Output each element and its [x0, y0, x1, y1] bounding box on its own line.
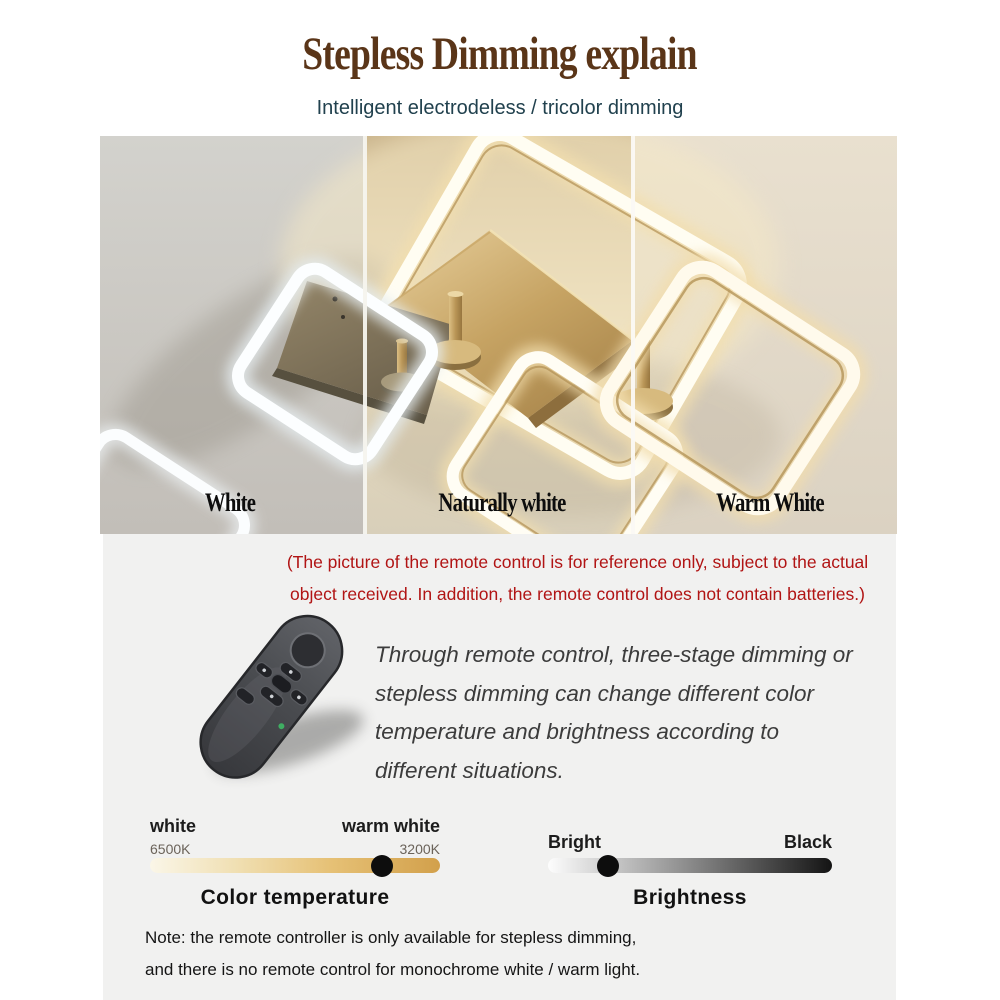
photo-divider-right: [631, 136, 635, 534]
temp-left-value: 6500K: [150, 841, 191, 857]
info-panel: [103, 534, 896, 1000]
brightness-slider: [548, 816, 832, 916]
color-temperature-slider: [150, 816, 440, 916]
note-line-1: Note: the remote controller is only available for stepless dimming,: [145, 928, 637, 947]
remote-control-icon: [177, 610, 377, 790]
color-temperature-track: [150, 858, 440, 873]
mode-label-warm-white: Warm White: [716, 488, 824, 517]
page-subtitle: Intelligent electrodeless / tricolor dimming: [316, 97, 684, 119]
color-temperature-knob: [371, 855, 393, 877]
page-title-text: Stepless Dimming explain: [302, 28, 698, 80]
brightness-right-label: Black: [783, 832, 832, 852]
brightness-knob: [597, 855, 619, 877]
description-paragraph: [375, 636, 905, 790]
temp-right-label: warm white: [341, 816, 440, 836]
temp-left-label: white: [150, 816, 197, 836]
mode-label-naturally-white: Naturally white: [438, 488, 566, 517]
note-line-2: and there is no remote control for monochrome white / warm light.: [145, 960, 641, 979]
remote-disclaimer: [255, 546, 900, 610]
temp-right-value: 3200K: [399, 841, 440, 857]
lamp-illustration: [100, 136, 897, 534]
mode-label-white: White: [204, 488, 256, 517]
page-title: [0, 28, 1000, 80]
disclaimer-line-2: object received. In addition, the remote control does not contain batteries.): [290, 584, 865, 604]
remote-control-image: [177, 610, 377, 790]
description-line-2: stepless dimming can change different color: [375, 680, 814, 706]
description-line-1: Through remote control, three-stage dimming or: [375, 642, 853, 667]
brightness-track: [548, 858, 832, 873]
disclaimer-line-1: (The picture of the remote control is for reference only, subject to the actual: [286, 552, 869, 572]
brightness-caption: Brightness: [633, 886, 747, 909]
color-temperature-caption: Color temperature: [200, 886, 390, 909]
description-line-4: different situations.: [375, 757, 564, 783]
description-line-3: temperature and brightness according to: [375, 719, 779, 744]
ceiling-lamp-photo: [100, 136, 897, 534]
brightness-left-label: Bright: [548, 832, 601, 852]
photo-divider-left: [363, 136, 367, 534]
